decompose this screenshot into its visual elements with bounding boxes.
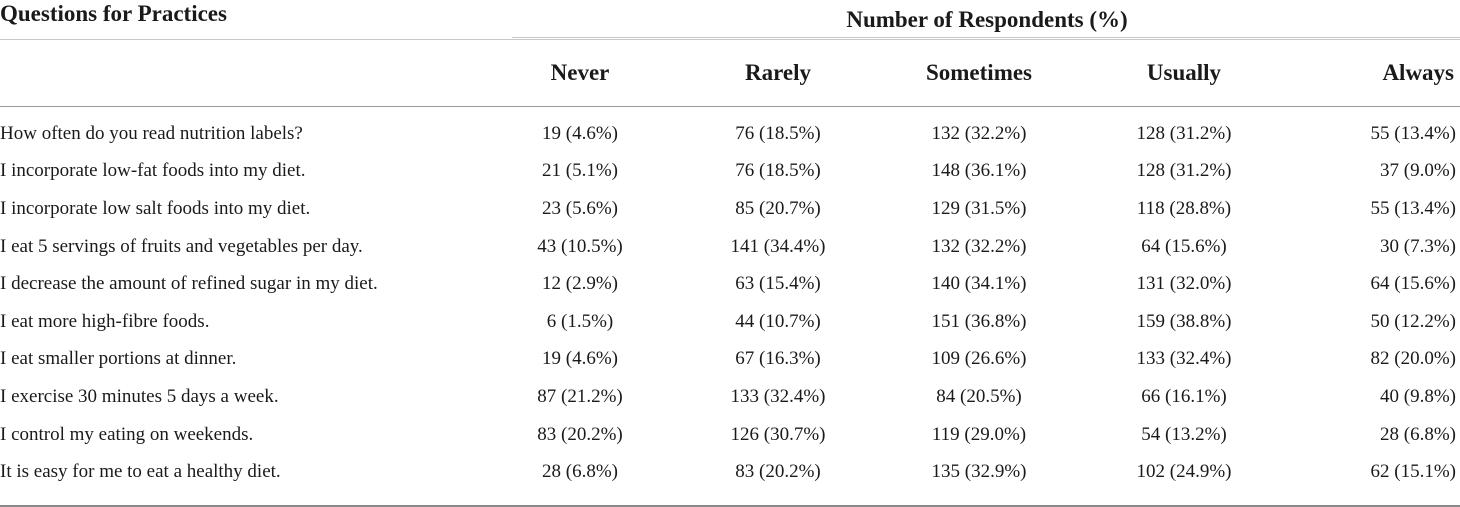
value-cell-always: 30 (7.3%) — [1380, 235, 1456, 257]
value-cell-rarely: 44 (10.7%) — [735, 310, 821, 332]
value-cell-always: 28 (6.8%) — [1380, 423, 1456, 445]
question-cell: I eat 5 servings of fruits and vegetables per day. — [0, 235, 363, 257]
value-cell-always: 37 (9.0%) — [1380, 160, 1456, 182]
group-header-underline — [512, 37, 1460, 38]
respondents-group-header: Number of Respondents (%) — [846, 6, 1128, 32]
value-cell-usually: 102 (24.9%) — [1136, 461, 1232, 483]
value-cell-usually: 133 (32.4%) — [1136, 348, 1232, 370]
value-cell-never: 28 (6.8%) — [542, 461, 618, 483]
question-cell: I incorporate low-fat foods into my diet. — [0, 160, 306, 182]
value-cell-sometimes: 119 (29.0%) — [931, 423, 1027, 445]
category-header-rarely: Rarely — [744, 60, 811, 85]
value-cell-sometimes: 148 (36.1%) — [931, 160, 1027, 182]
table-row — [0, 265, 1460, 303]
table-row — [0, 107, 1460, 153]
value-cell-usually: 64 (15.6%) — [1141, 235, 1227, 257]
question-cell: I decrease the amount of refined sugar in my diet. — [0, 273, 378, 295]
value-cell-never: 43 (10.5%) — [537, 235, 623, 257]
value-cell-always: 64 (15.6%) — [1370, 273, 1456, 295]
table-row — [0, 341, 1460, 379]
table-row — [0, 453, 1460, 491]
value-cell-rarely: 141 (34.4%) — [730, 235, 826, 257]
question-cell: How often do you read nutrition labels? — [0, 122, 303, 144]
question-cell: I incorporate low salt foods into my diet. — [0, 197, 311, 219]
table-body — [0, 107, 1460, 491]
header-row-categories — [0, 40, 1460, 107]
value-cell-never: 6 (1.5%) — [546, 310, 614, 332]
value-cell-usually: 54 (13.2%) — [1141, 423, 1227, 445]
value-cell-never: 23 (5.6%) — [542, 197, 618, 219]
question-cell: It is easy for me to eat a healthy diet. — [0, 461, 281, 483]
value-cell-never: 19 (4.6%) — [542, 348, 618, 370]
table-row — [0, 378, 1460, 416]
value-cell-rarely: 67 (16.3%) — [735, 348, 821, 370]
value-cell-sometimes: 132 (32.2%) — [931, 235, 1027, 257]
value-cell-always: 55 (13.4%) — [1370, 122, 1456, 144]
question-cell: I exercise 30 minutes 5 days a week. — [0, 385, 279, 407]
value-cell-rarely: 63 (15.4%) — [735, 273, 821, 295]
value-cell-rarely: 126 (30.7%) — [730, 423, 826, 445]
category-header-never: Never — [550, 60, 610, 85]
question-cell: I control my eating on weekends. — [0, 423, 254, 445]
value-cell-usually: 66 (16.1%) — [1141, 385, 1227, 407]
value-cell-rarely: 83 (20.2%) — [735, 461, 821, 483]
value-cell-usually: 118 (28.8%) — [1136, 197, 1232, 219]
value-cell-always: 62 (15.1%) — [1370, 461, 1456, 483]
value-cell-always: 40 (9.8%) — [1380, 385, 1456, 407]
value-cell-usually: 131 (32.0%) — [1136, 273, 1232, 295]
value-cell-usually: 128 (31.2%) — [1136, 122, 1232, 144]
value-cell-never: 12 (2.9%) — [542, 273, 618, 295]
value-cell-sometimes: 84 (20.5%) — [936, 385, 1022, 407]
table-row — [0, 303, 1460, 341]
table-row — [0, 228, 1460, 266]
value-cell-usually: 159 (38.8%) — [1136, 310, 1232, 332]
question-column-header: Questions for Practices — [0, 1, 227, 26]
value-cell-sometimes: 140 (34.1%) — [931, 273, 1027, 295]
value-cell-never: 87 (21.2%) — [537, 385, 623, 407]
category-header-sometimes: Sometimes — [925, 60, 1033, 85]
value-cell-sometimes: 151 (36.8%) — [931, 310, 1027, 332]
value-cell-never: 19 (4.6%) — [542, 122, 618, 144]
value-cell-usually: 128 (31.2%) — [1136, 160, 1232, 182]
question-cell: I eat more high-fibre foods. — [0, 310, 210, 332]
question-cell: I eat smaller portions at dinner. — [0, 348, 237, 370]
value-cell-sometimes: 132 (32.2%) — [931, 122, 1027, 144]
value-cell-always: 82 (20.0%) — [1370, 348, 1456, 370]
value-cell-rarely: 76 (18.5%) — [735, 122, 821, 144]
table-row — [0, 190, 1460, 228]
question-header-spacer — [0, 40, 478, 107]
value-cell-never: 21 (5.1%) — [542, 160, 618, 182]
value-cell-rarely: 133 (32.4%) — [730, 385, 826, 407]
category-header-always: Always — [1382, 60, 1454, 85]
table-row — [0, 416, 1460, 454]
value-cell-sometimes: 135 (32.9%) — [931, 461, 1027, 483]
value-cell-sometimes: 109 (26.6%) — [931, 348, 1027, 370]
table-row — [0, 153, 1460, 191]
value-cell-always: 50 (12.2%) — [1370, 310, 1456, 332]
value-cell-never: 83 (20.2%) — [537, 423, 623, 445]
value-cell-rarely: 85 (20.7%) — [735, 197, 821, 219]
value-cell-always: 55 (13.4%) — [1370, 197, 1456, 219]
value-cell-sometimes: 129 (31.5%) — [931, 197, 1027, 219]
category-header-usually: Usually — [1146, 60, 1222, 85]
value-cell-rarely: 76 (18.5%) — [735, 160, 821, 182]
header-row-top — [0, 0, 1460, 40]
